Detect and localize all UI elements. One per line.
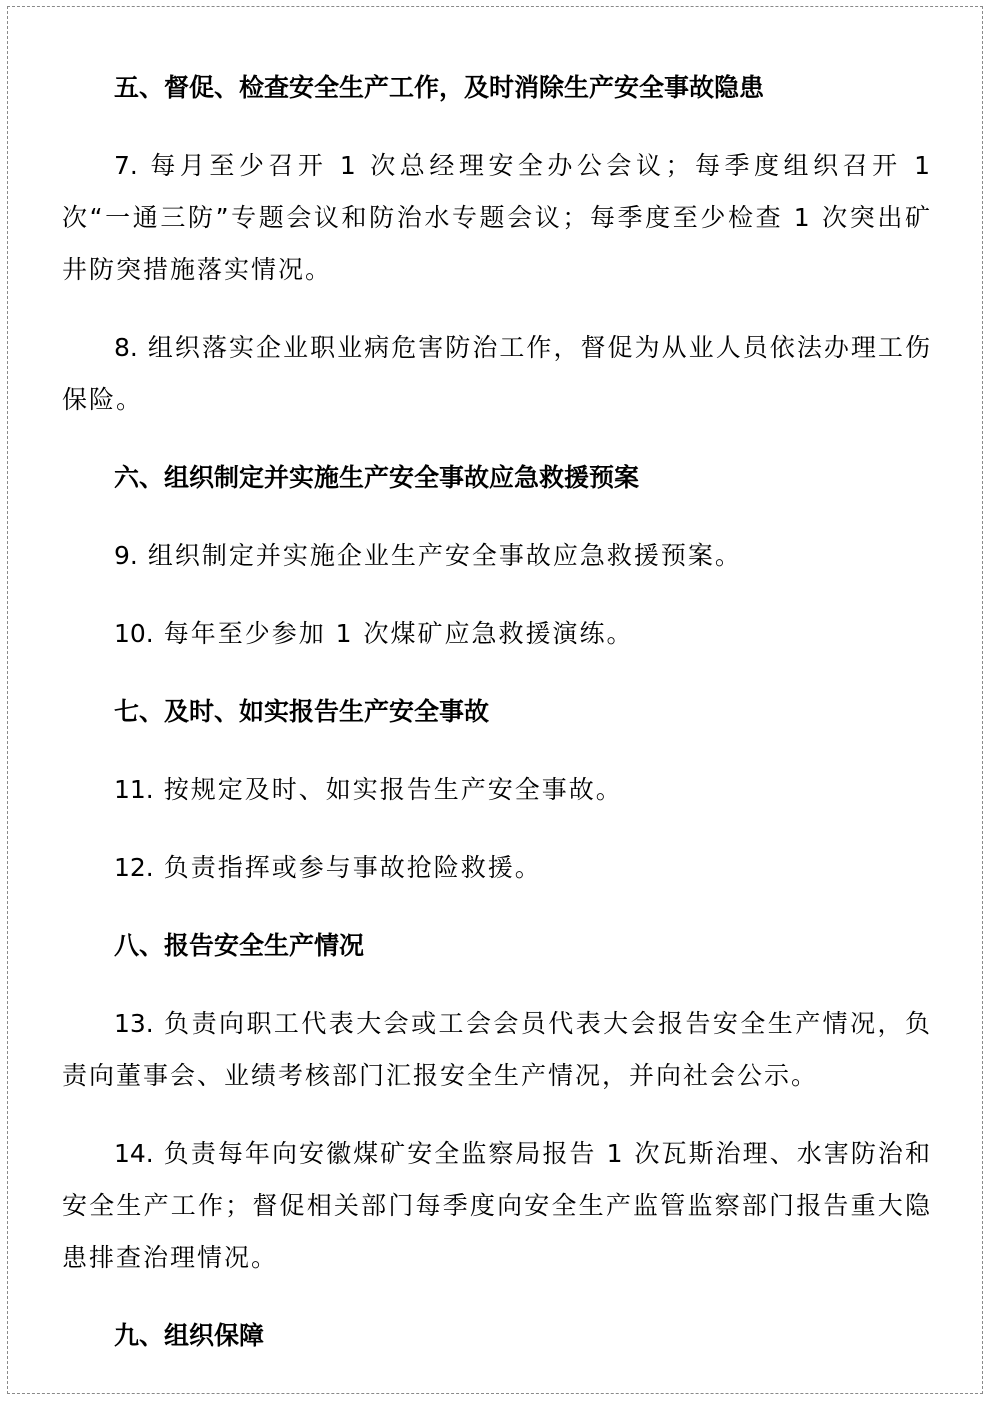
paragraph-text: 组织落实企业职业病危害防治工作，督促为从业人员依法办理工伤保险。 (62, 333, 932, 414)
item-number: 10. (114, 619, 154, 648)
item-number: 14. (114, 1139, 154, 1168)
document-body (62, 62, 932, 1388)
paragraph-text: 每月至少召开 1 次总经理安全办公会议；每季度组织召开 1 次“一通三防”专题会议和防治水专题会议；每季度至少检查 1 次突出矿井防突措施落实情况。 (62, 151, 932, 284)
paragraph-7 (62, 140, 932, 296)
paragraph-text: 按规定及时、如实报告生产安全事故。 (163, 775, 623, 804)
paragraph-9 (62, 530, 932, 582)
paragraph-text: 组织制定并实施企业生产安全事故应急救援预案。 (147, 541, 742, 570)
paragraph-text: 负责每年向安徽煤矿安全监察局报告 1 次瓦斯治理、水害防治和安全生产工作；督促相关部门每季度向安全生产监管监察部门报告重大隐患排查治理情况。 (62, 1139, 932, 1272)
paragraph-text: 每年至少参加 1 次煤矿应急救援演练。 (163, 619, 634, 648)
item-number: 7. (114, 151, 138, 180)
section-heading-9: 九、组织保障 (114, 1321, 265, 1350)
paragraph-8 (62, 322, 932, 426)
item-number: 12. (114, 853, 154, 882)
section-heading-7: 七、及时、如实报告生产安全事故 (114, 697, 490, 726)
paragraph-13 (62, 998, 932, 1102)
item-number: 9. (114, 541, 138, 570)
paragraph-text: 负责向职工代表大会或工会会员代表大会报告安全生产情况，负责向董事会、业绩考核部门汇报安全生产情况，并向社会公示。 (62, 1009, 932, 1090)
section-heading-8: 八、报告安全生产情况 (114, 931, 365, 960)
item-number: 8. (114, 333, 138, 362)
item-number: 13. (114, 1009, 154, 1038)
paragraph-10 (62, 608, 932, 660)
paragraph-14 (62, 1128, 932, 1284)
paragraph-11 (62, 764, 932, 816)
section-heading-5: 五、督促、检查安全生产工作，及时消除生产安全事故隐患 (114, 73, 765, 102)
section-heading-6: 六、组织制定并实施生产安全事故应急救援预案 (114, 463, 640, 492)
paragraph-12 (62, 842, 932, 894)
item-number: 11. (114, 775, 154, 804)
paragraph-text: 负责指挥或参与事故抢险救援。 (163, 853, 542, 882)
